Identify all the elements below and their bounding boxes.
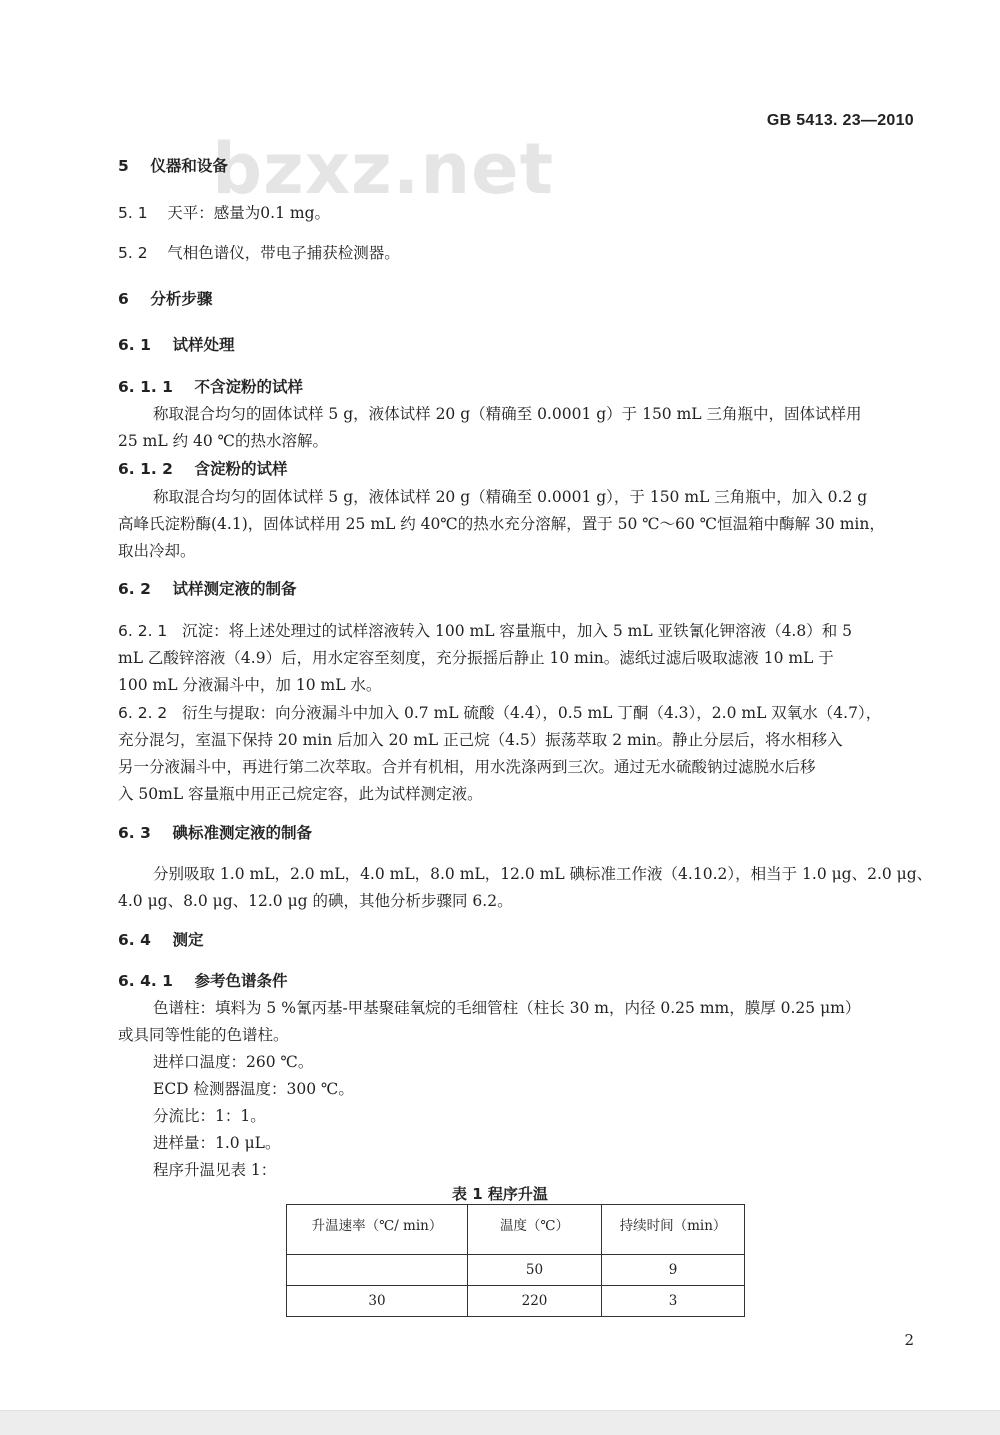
table-cell: 9 (602, 1255, 745, 1286)
section-number: 6 (118, 290, 129, 308)
table-header-cell: 升温速率（℃/ min） (287, 1205, 468, 1255)
clause-number: 6. 2. 1 (118, 622, 168, 640)
section-title: 分析步骤 (150, 290, 213, 308)
section-6-2-heading (118, 577, 296, 599)
clause-5-1 (118, 201, 330, 223)
section-title: 参考色谱条件 (194, 972, 288, 990)
table-row (287, 1286, 745, 1317)
section-6-1-2-heading (118, 457, 288, 479)
section-number: 6. 2 (118, 580, 151, 598)
table-row (287, 1255, 745, 1286)
section-6-heading (118, 287, 212, 309)
paragraph-line: 程序升温见表 1： (153, 1161, 277, 1179)
paragraph-line: 分流比：1：1。 (153, 1107, 266, 1125)
page-number: 2 (904, 1331, 914, 1349)
section-number: 5 (118, 157, 129, 175)
paragraph-line: 称取混合均匀的固体试样 5 g，液体试样 20 g（精确至 0.0001 g），于 150 mL 三角瓶中，加入 0.2 g (153, 488, 868, 506)
clause-number: 6. 2. 2 (118, 704, 168, 722)
paragraph-line: mL 乙酸锌溶液（4.9）后，用水定容至刻度，充分振摇后静止 10 min。滤纸过滤后吸取滤液 10 mL 于 (118, 649, 834, 667)
table-cell: 30 (287, 1286, 468, 1317)
paragraph-line: 4.0 μg、8.0 μg、12.0 μg 的碘，其他分析步骤同 6.2。 (118, 892, 513, 910)
viewer-bottom-bar (0, 1410, 1000, 1435)
clause-5-2 (118, 241, 400, 263)
section-title: 测定 (172, 931, 204, 949)
table-header-cell: 持续时间（min） (602, 1205, 745, 1255)
section-6-1-heading (118, 333, 234, 355)
section-6-3-heading (118, 821, 312, 843)
clause-text: 沉淀：将上述处理过的试样溶液转入 100 mL 容量瓶中，加入 5 mL 亚铁氰化钾溶液（4.8）和 5 (182, 622, 853, 640)
table-title: 表 1 程序升温 (452, 1185, 548, 1203)
paragraph-line: 进样量：1.0 μL。 (153, 1134, 281, 1152)
clause-number: 5. 2 (118, 244, 148, 262)
paragraph-line: 或具同等性能的色谱柱。 (118, 1026, 289, 1044)
paragraph-line: 分别吸取 1.0 mL，2.0 mL，4.0 mL，8.0 mL，12.0 mL 碘标准工作液（4.10.2），相当于 1.0 μg、2.0 μg、 (153, 865, 933, 883)
paragraph-line: 入 50mL 容量瓶中用正己烷定容，此为试样测定液。 (118, 785, 483, 803)
clause-number: 5. 1 (118, 204, 148, 222)
paragraph-line: 充分混匀，室温下保持 20 min 后加入 20 mL 正己烷（4.5）振荡萃取 2 min。静止分层后，将水相移入 (118, 731, 843, 749)
section-5-heading (118, 154, 228, 176)
section-title: 仪器和设备 (150, 157, 228, 175)
section-title: 碘标准测定液的制备 (172, 824, 312, 842)
table-cell (287, 1255, 468, 1286)
paragraph-line: 另一分液漏斗中，再进行第二次萃取。合并有机相，用水洗涤两到三次。通过无水硫酸钠过滤脱水后移 (118, 758, 816, 776)
clause-6-2-1-line (118, 619, 852, 641)
table-header-cell: 温度（℃） (468, 1205, 602, 1255)
paragraph-line: 100 mL 分液漏斗中，加 10 mL 水。 (118, 676, 382, 694)
paragraph-line: 取出冷却。 (118, 542, 196, 560)
section-number: 6. 1. 2 (118, 460, 173, 478)
table-cell: 3 (602, 1286, 745, 1317)
section-number: 6. 4 (118, 931, 151, 949)
section-6-4-heading (118, 928, 203, 950)
section-number: 6. 1. 1 (118, 378, 173, 396)
section-title: 含淀粉的试样 (194, 460, 288, 478)
clause-6-2-2-line (118, 701, 881, 723)
section-number: 6. 4. 1 (118, 972, 173, 990)
clause-text: 气相色谱仪，带电子捕获检测器。 (167, 244, 400, 262)
section-title: 试样测定液的制备 (172, 580, 297, 598)
paragraph-line: ECD 检测器温度：300 ℃。 (153, 1080, 354, 1098)
clause-text: 衍生与提取：向分液漏斗中加入 0.7 mL 硫酸（4.4），0.5 mL 丁酮（4.3），2.0 mL 双氧水（4.7）， (182, 704, 882, 722)
table-header-row (287, 1205, 745, 1255)
section-title: 试样处理 (172, 336, 235, 354)
table-cell: 50 (468, 1255, 602, 1286)
paragraph-line: 25 mL 约 40 ℃的热水溶解。 (118, 432, 328, 450)
section-6-1-1-heading (118, 375, 303, 397)
watermark: bzxz.net (212, 128, 555, 210)
table-cell: 220 (468, 1286, 602, 1317)
section-title: 不含淀粉的试样 (194, 378, 304, 396)
section-number: 6. 3 (118, 824, 151, 842)
paragraph-line: 色谱柱：填料为 5 %氰丙基-甲基聚硅氧烷的毛细管柱（柱长 30 m，内径 0.25 mm，膜厚 0.25 μm） (153, 999, 861, 1017)
section-number: 6. 1 (118, 336, 151, 354)
paragraph-line: 进样口温度：260 ℃。 (153, 1053, 314, 1071)
paragraph-line: 称取混合均匀的固体试样 5 g，液体试样 20 g（精确至 0.0001 g）于 150 mL 三角瓶中，固体试样用 (153, 405, 862, 423)
section-6-4-1-heading (118, 969, 288, 991)
standard-code: GB 5413. 23—2010 (766, 112, 914, 129)
paragraph-line: 高峰氏淀粉酶(4.1)，固体试样用 25 mL 约 40℃的热水充分溶解，置于 50 ℃～60 ℃恒温箱中酶解 30 min， (118, 515, 885, 533)
program-temperature-table (286, 1204, 745, 1317)
clause-text: 天平：感量为0.1 mg。 (167, 204, 330, 222)
